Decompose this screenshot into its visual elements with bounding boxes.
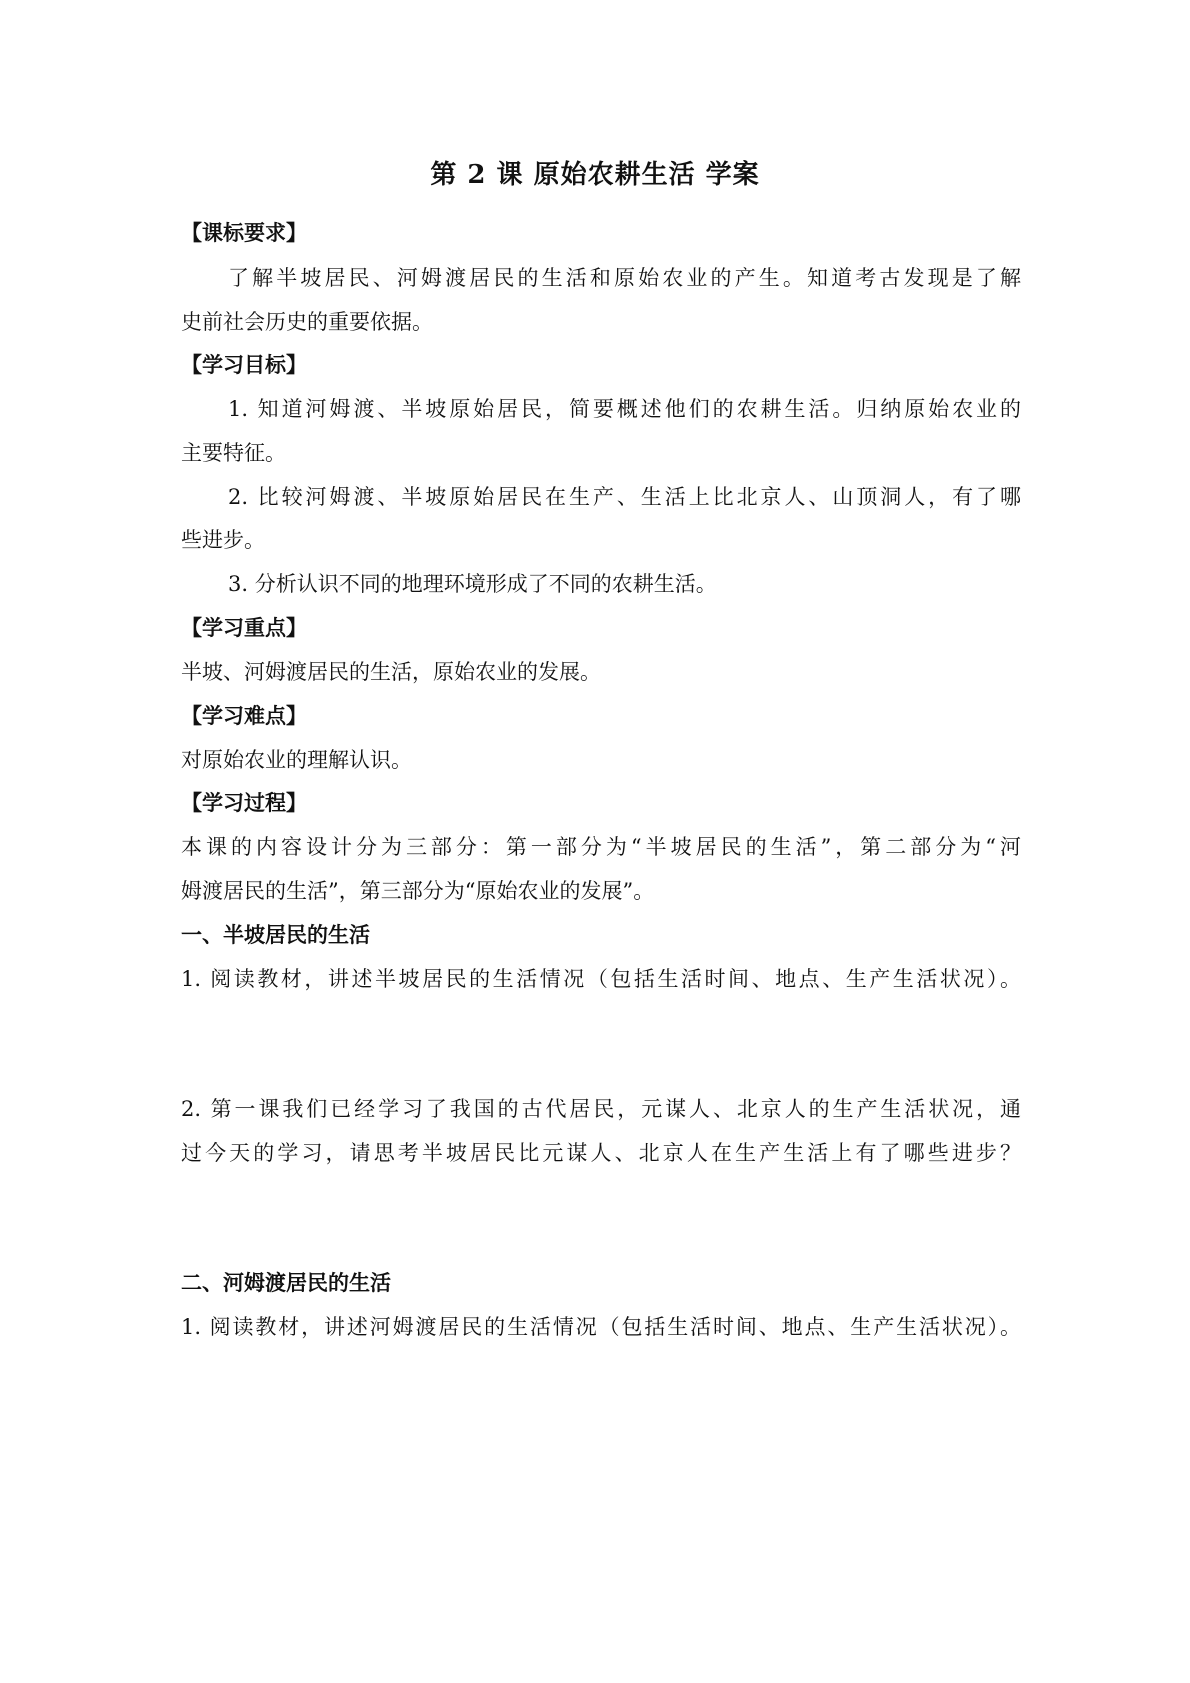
paragraph-line: 对原始农业的理解认识。 — [181, 748, 412, 772]
question-line: 1. 阅读教材，讲述河姆渡居民的生活情况（包括生活时间、地点、生产生活状况）。 — [181, 1315, 1021, 1339]
document-title: 第 2 课 原始农耕生活 学案 — [430, 160, 760, 190]
section-heading-objectives: 【学习目标】 — [181, 352, 307, 377]
paragraph-line: 本课的内容设计分为三部分：第一部分为“半坡居民的生活”，第二部分为“河 — [181, 835, 1021, 859]
paragraph-line: 姆渡居民的生活”，第三部分为“原始农业的发展”。 — [181, 879, 655, 903]
section-heading-difficulties: 【学习难点】 — [181, 703, 307, 728]
question-line: 1. 阅读教材，讲述半坡居民的生活情况（包括生活时间、地点、生产生活状况）。 — [181, 967, 1021, 991]
paragraph-line: 3. 分析认识不同的地理环境形成了不同的农耕生活。 — [228, 572, 717, 596]
paragraph-line: 1. 知道河姆渡、半坡原始居民，简要概述他们的农耕生活。归纳原始农业的 — [228, 397, 1021, 421]
paragraph-line: 些进步。 — [181, 528, 265, 552]
paragraph-line: 2. 比较河姆渡、半坡原始居民在生产、生活上比北京人、山顶洞人，有了哪 — [228, 485, 1021, 509]
paragraph-line: 主要特征。 — [181, 441, 286, 465]
paragraph-line: 了解半坡居民、河姆渡居民的生活和原始农业的产生。知道考古发现是了解 — [228, 266, 1021, 290]
section-heading-process: 【学习过程】 — [181, 790, 307, 815]
paragraph-line: 半坡、河姆渡居民的生活，原始农业的发展。 — [181, 660, 601, 684]
part-heading-hemudu: 二、河姆渡居民的生活 — [181, 1270, 391, 1295]
part-heading-banpo: 一、半坡居民的生活 — [181, 922, 370, 947]
question-line: 2. 第一课我们已经学习了我国的古代居民，元谋人、北京人的生产生活状况，通 — [181, 1097, 1021, 1121]
section-heading-key-points: 【学习重点】 — [181, 615, 307, 640]
question-line: 过今天的学习，请思考半坡居民比元谋人、北京人在生产生活上有了哪些进步？ — [181, 1141, 1021, 1165]
section-heading-curriculum: 【课标要求】 — [181, 220, 307, 245]
paragraph-line: 史前社会历史的重要依据。 — [181, 310, 433, 334]
